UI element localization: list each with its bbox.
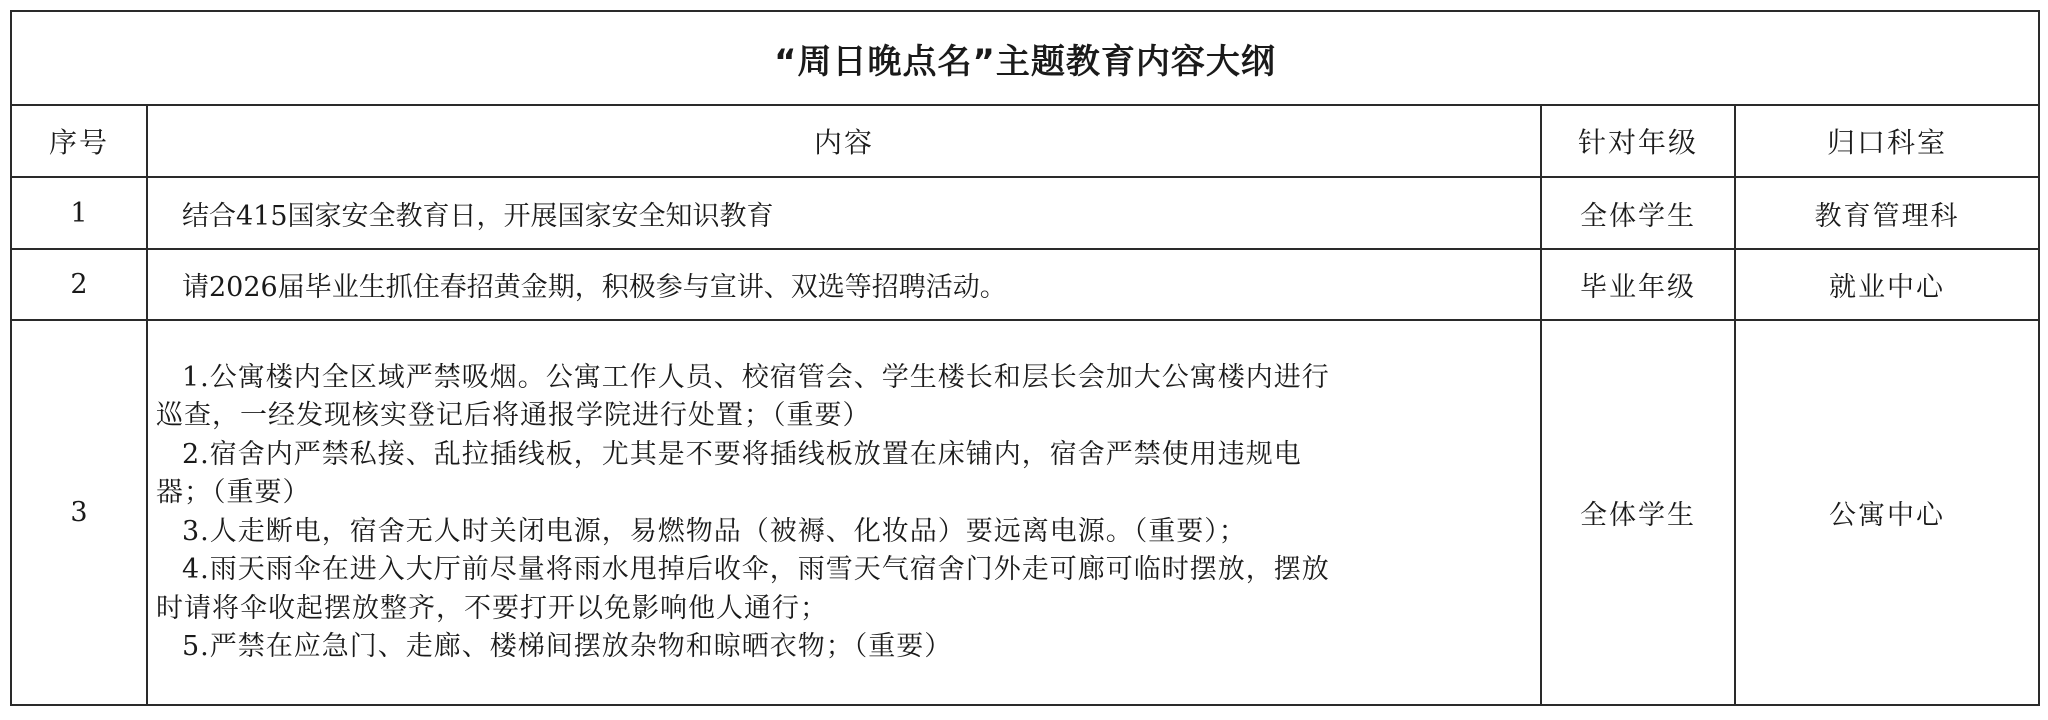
header-grade: 针对年级 [1541, 105, 1735, 177]
row-number: 1 [11, 177, 147, 249]
title-row [11, 11, 2039, 105]
document [10, 10, 2038, 710]
content-line: 器；（重要） [156, 477, 311, 508]
row-number: 2 [11, 249, 147, 320]
table-row [11, 249, 2039, 320]
content-line: 1.公寓楼内全区域严禁吸烟。公寓工作人员、校宿管会、学生楼长和层长会加大公寓楼内进行 [182, 361, 1330, 393]
row-grade: 全体学生 [1541, 320, 1735, 705]
content-line: 时请将伞收起摆放整齐，不要打开以免影响他人通行； [156, 592, 828, 624]
header-num: 序号 [11, 105, 147, 177]
header-content: 内容 [147, 105, 1541, 177]
table-row [11, 177, 2039, 249]
row-dept: 教育管理科 [1735, 177, 2039, 249]
outline-table [10, 10, 2040, 706]
content-line: 3.人走断电，宿舍无人时关闭电源，易燃物品（被褥、化妆品）要远离电源。（重要）； [182, 515, 1247, 547]
content-line: 4.雨天雨伞在进入大厅前尽量将雨水甩掉后收伞，雨雪天气宿舍门外走可廊可临时摆放，摆放 [182, 554, 1330, 585]
header-dept: 归口科室 [1735, 105, 2039, 177]
table-row [11, 320, 2039, 705]
row-number: 3 [11, 320, 147, 705]
row-grade: 全体学生 [1541, 177, 1735, 249]
row-grade: 毕业年级 [1541, 249, 1735, 320]
content-line: 巡查，一经发现核实登记后将通报学院进行处置；（重要） [156, 400, 871, 431]
row-dept: 公寓中心 [1735, 320, 2039, 705]
table-title: “周日晚点名”主题教育内容大纲 [11, 11, 2039, 105]
row-content [147, 320, 1541, 705]
row-content: 结合415国家安全教育日，开展国家安全知识教育 [147, 177, 1541, 249]
header-row [11, 105, 2039, 177]
content-line: 5.严禁在应急门、走廊、楼梯间摆放杂物和晾晒衣物；（重要） [182, 631, 953, 662]
content-line: 2.宿舍内严禁私接、乱拉插线板，尤其是不要将插线板放置在床铺内，宿舍严禁使用违规电 [182, 438, 1302, 470]
row-content: 请2026届毕业生抓住春招黄金期，积极参与宣讲、双选等招聘活动。 [147, 249, 1541, 320]
row-dept: 就业中心 [1735, 249, 2039, 320]
